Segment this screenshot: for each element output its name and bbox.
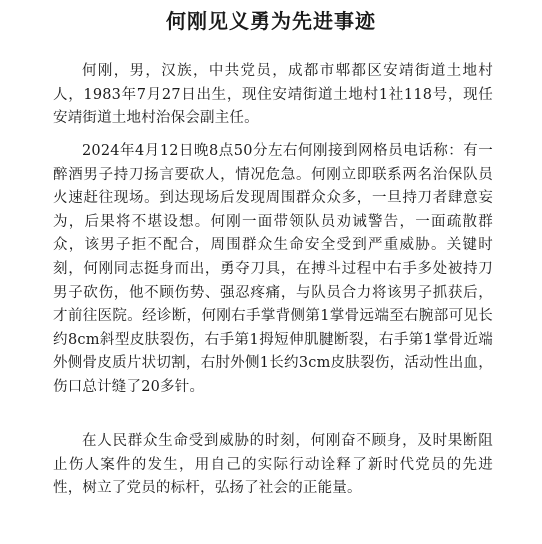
paragraph-personal-info: 何刚，男，汉族，中共党员，成都市郫都区安靖街道土地村人，1983年7月27日出生，现住安靖街道土地村1社118号，现任安靖街道土地村治保会副主任。: [53, 63, 493, 127]
paragraph-incident-account: 2024年4月12日晚8点50分左右何刚接到网格员电话称：有一醉酒男子持刀扬言要砍人，情况危急。何刚立即联系两名治保队员火速赶往现场。到达现场后发现周围群众众多，一旦持刀者肆意妄为，后果将不堪设想。何刚一面带领队员劝诫警告，一面疏散群众，该男子拒不配合，周围群众生命安全受到严重威胁。关键时刻，何刚同志挺身而出，勇夺刀具，在搏斗过程中右手多处被持刀男子砍伤，他不顾伤势、强忍疼痛，与队员合力将该男子抓获后，才前往医院。经诊断，何刚右手掌背侧第1掌骨远端至右腕部可见长约8cm斜型皮肤裂伤，右手第1拇短伸肌腱断裂，右手第1掌骨近端外侧骨皮质片状切割，右肘外侧1长约3cm皮肤裂伤，活动性出血，伤口总计缝了20多针。: [53, 143, 493, 395]
paragraph-conclusion: 在人民群众生命受到威胁的时刻，何刚奋不顾身，及时果断阻止伤人案件的发生，用自己的实际行动诠释了新时代党员的先进性，树立了党员的标杆，弘扬了社会的正能量。: [53, 433, 493, 497]
document-title: 何刚见义勇为先进事迹: [166, 9, 376, 33]
